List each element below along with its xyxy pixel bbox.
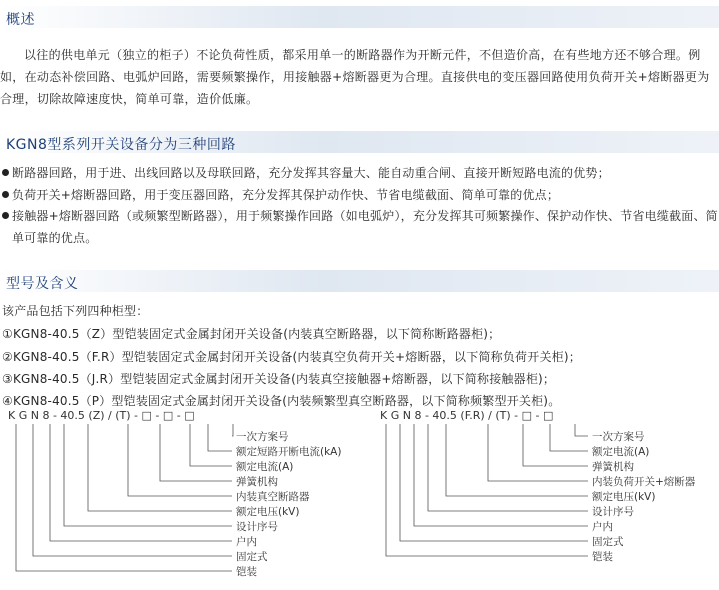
section-header-overview (0, 6, 719, 28)
section-title: 概述 (6, 12, 35, 28)
bracket-line (428, 424, 588, 511)
diagram-label: 固定式 (236, 551, 268, 563)
diagram-label: 一次方案号 (236, 431, 289, 443)
bracket-lines (380, 408, 719, 583)
bracket-line (232, 424, 233, 436)
diagram-label: 弹簧机构 (236, 476, 278, 488)
bullet-text: 断路器回路，用于进、出线回路以及母联回路，充分发挥其容量大、能自动重合闸、直接开断短路电流的优势； (12, 166, 610, 180)
diagram-label: 户内 (236, 536, 257, 548)
model-type-2: ②KGN8-40.5（F.R）型铠装固定式金属封闭开关设备(内装真空负荷开关+熔断器，以下简称负荷开关柜)； (2, 350, 581, 364)
bullet-text: 接触器+熔断器回路（或频繁型断路器），用于频繁操作回路（如电弧炉），充分发挥其可频繁操作、保护动作快、节省电缆截面、简单可靠的优点。 (12, 209, 718, 245)
section-title: KGN8型系列开关设备分为三种回路 (6, 137, 236, 153)
bracket-line (550, 424, 588, 451)
bullet-item (0, 184, 719, 206)
bullet-dot-icon (2, 169, 9, 176)
diagram-label: 额定电流(A) (236, 461, 294, 473)
diagram-label: 铠装 (592, 551, 613, 563)
diagram-label: 设计序号 (592, 506, 634, 518)
diagram-label: 固定式 (592, 536, 624, 548)
model-type-4: ④KGN8-40.5（P）型铠装固定式金属封闭开关设备(内装频繁型真空断路器，以下简称频繁型开关柜)。 (2, 394, 561, 408)
bullet-item (0, 205, 719, 249)
bracket-line (16, 424, 232, 571)
diagram-label: 额定电流(A) (592, 446, 650, 458)
model-type-3: ③KGN8-40.5（J.R）型铠装固定式金属封闭开关设备(内装真空接触器+熔断器，以下简称接触器柜)； (2, 372, 556, 386)
diagram-label: 户内 (592, 521, 613, 533)
bracket-line (190, 424, 232, 466)
bullet-dot-icon (2, 212, 9, 219)
diagram-label: 内装真空断路器 (236, 491, 310, 503)
model-code: K G N 8 - 40.5 (F.R) / (T) - □ - □ (380, 409, 554, 422)
diagram-label: 一次方案号 (592, 431, 645, 443)
bracket-line (128, 424, 232, 496)
bullet-dot-icon (2, 191, 9, 198)
model-code: K G N 8 - 40.5 (Z) / (T) - □ - □ - □ (8, 409, 195, 422)
model-type-1: ①KGN8-40.5（Z）型铠装固定式金属封闭开关设备(内装真空断路器，以下简称断路器柜)； (2, 327, 501, 341)
section-header-circuits (0, 131, 719, 153)
overview-paragraph: 以往的供电单元（独立的柜子）不论负荷性质，都采用单一的断路器作为开断元件，不但造价高，在有些地方还不够合理。例如，在动态补偿回路、电弧炉回路，需要频繁操作，用接触器+熔断器更为合理。直接供电的变压器回路使用负荷开关+熔断器更为合理，切除故障速度快，简单可靠，造价低廉。 (0, 48, 710, 106)
diagram-label: 内装负荷开关+熔断器 (592, 476, 696, 488)
bracket-line (33, 424, 232, 556)
bracket-line (523, 424, 588, 466)
bracket-line (488, 424, 588, 481)
diagram-label: 额定电压(kV) (592, 491, 656, 503)
diagram-label: 弹簧机构 (592, 461, 634, 473)
bracket-line (208, 424, 232, 451)
bullet-item (0, 162, 719, 184)
bracket-line (386, 424, 588, 556)
section-header-model (0, 270, 719, 292)
diagram-label: 铠装 (236, 566, 257, 578)
bullet-text: 负荷开关+熔断器回路，用于变压器回路，充分发挥其保护动作快、节省电缆截面、简单可靠的优点； (12, 188, 560, 202)
section-title: 型号及含义 (6, 276, 79, 292)
diagram-label: 设计序号 (236, 521, 278, 533)
model-code-diagram-right (380, 408, 719, 583)
model-intro: 该产品包括下列四种柜型： (2, 304, 149, 318)
bracket-line (160, 424, 232, 481)
diagram-label: 额定短路开断电流(kA) (236, 446, 342, 458)
bracket-line (575, 424, 588, 436)
bracket-line (446, 424, 588, 496)
bracket-line (50, 424, 232, 541)
diagram-label: 额定电压(kV) (236, 506, 300, 518)
model-code-diagram-left (8, 408, 348, 583)
